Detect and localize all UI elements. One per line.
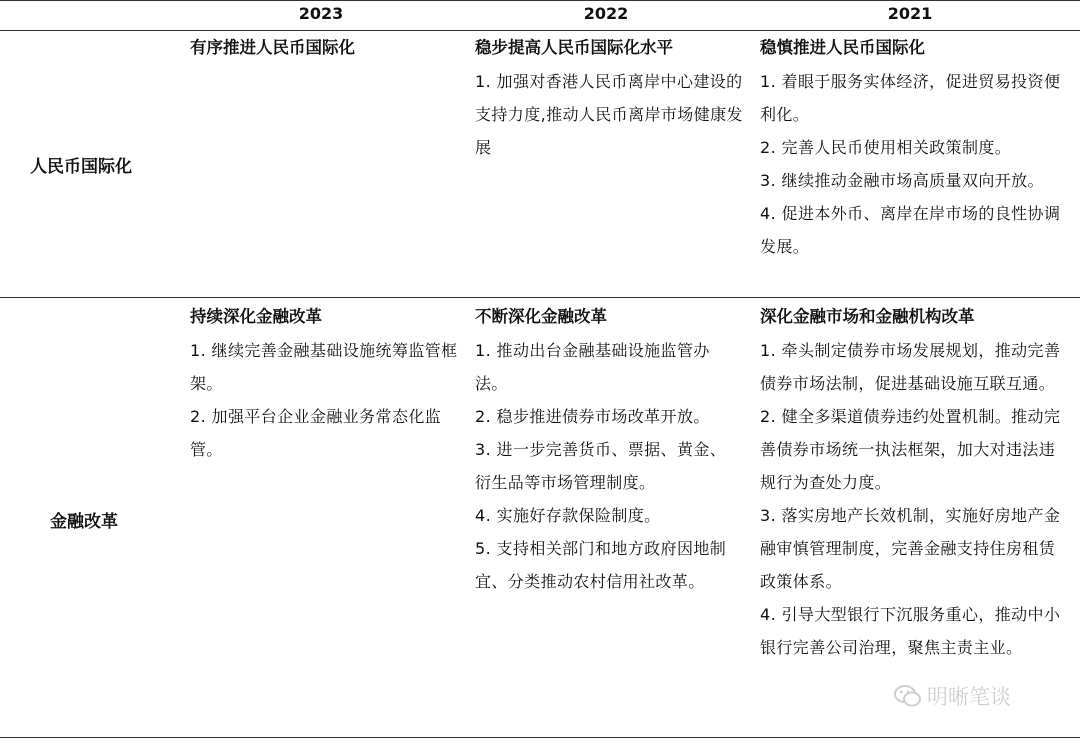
watermark: [893, 681, 1011, 711]
list-item: 1. 加强对香港人民币离岸中心建设的支持力度,推动人民币离岸市场健康发展: [475, 72, 743, 157]
cell-rmb-2023: [190, 31, 460, 65]
list-item: 2. 稳步推进债券市场改革开放。: [475, 407, 710, 426]
list-item: 1. 继续完善金融基础设施统筹监管框架。: [190, 341, 458, 393]
column-header-2021: 2021: [887, 4, 933, 23]
cell-title: 有序推进人民币国际化: [190, 38, 355, 57]
cell-reform-2022: [475, 300, 741, 598]
list-item: 2. 完善人民币使用相关政策制度。: [760, 138, 1012, 157]
list-item: 1. 着眼于服务实体经济，促进贸易投资便利化。: [760, 72, 1061, 124]
cell-reform-2021: [760, 300, 1070, 664]
list-item: 2. 健全多渠道债券违约处置机制。推动完善债券市场统一执法框架，加大对违法违规行为查处力度。: [760, 407, 1061, 492]
list-item: 4. 实施好存款保险制度。: [475, 506, 661, 525]
table-top-rule: [0, 0, 1080, 1]
cell-title: 深化金融市场和金融机构改革: [760, 307, 975, 326]
list-item: 2. 加强平台企业金融业务常态化监管。: [190, 407, 442, 459]
list-item: 3. 进一步完善货币、票据、黄金、衍生品等市场管理制度。: [475, 440, 727, 492]
wechat-icon: [893, 683, 923, 709]
list-item: 4. 引导大型银行下沉服务重心，推动中小银行完善公司治理，聚焦主责主业。: [760, 605, 1061, 657]
list-item: 1. 牵头制定债券市场发展规划，推动完善债券市场法制，促进基础设施互联互通。: [760, 341, 1061, 393]
cell-reform-2023: [190, 300, 458, 466]
watermark-text: 明晰笔谈: [927, 685, 1011, 709]
row-separator-rule: [0, 297, 1080, 298]
list-item: 3. 落实房地产长效机制，实施好房地产金融审慎管理制度，完善金融支持住房租赁政策体系。: [760, 506, 1061, 591]
cell-title: 持续深化金融改革: [190, 307, 322, 326]
table-bottom-rule: [0, 737, 1080, 738]
row-label-financial-reform: 金融改革: [50, 512, 118, 532]
cell-title: 稳慎推进人民币国际化: [760, 38, 925, 57]
column-header-2022: 2022: [583, 4, 629, 23]
list-item: 4. 促进本外币、离岸在岸市场的良性协调发展。: [760, 204, 1061, 256]
column-header-2023: 2023: [298, 4, 344, 23]
list-item: 5. 支持相关部门和地方政府因地制宜、分类推动农村信用社改革。: [475, 539, 727, 591]
cell-title: 不断深化金融改革: [475, 307, 607, 326]
cell-rmb-2022: [475, 31, 743, 164]
cell-rmb-2021: [760, 31, 1070, 263]
list-item: 1. 推动出台金融基础设施监管办法。: [475, 341, 710, 393]
list-item: 3. 继续推动金融市场高质量双向开放。: [760, 171, 1044, 190]
cell-title: 稳步提高人民币国际化水平: [475, 38, 673, 57]
row-label-rmb-internationalization: 人民币国际化: [30, 157, 132, 177]
